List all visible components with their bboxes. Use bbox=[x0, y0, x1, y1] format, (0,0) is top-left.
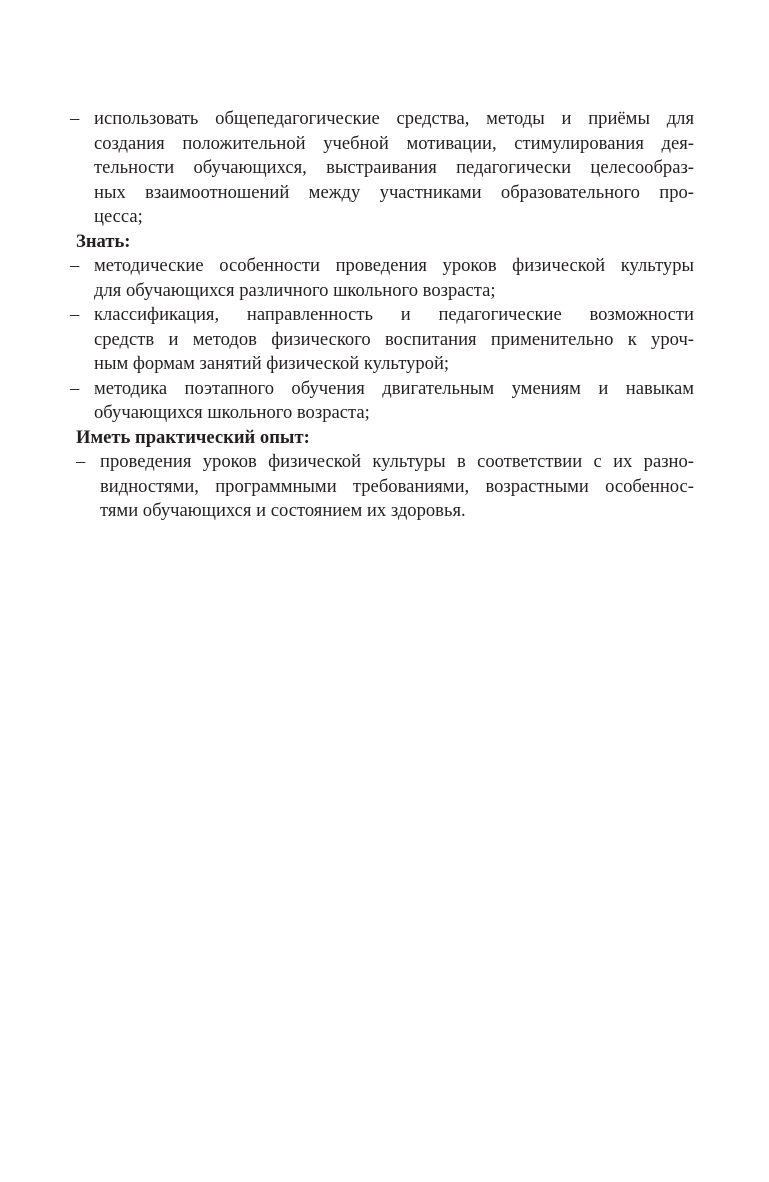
text-line: ным формам занятий физической культурой; bbox=[94, 353, 450, 374]
list-item bbox=[70, 377, 694, 426]
text-line: создания положительной учебной мотивации, стимулирования дея- bbox=[94, 132, 694, 154]
text-line: методические особенности проведения уроков физической культуры bbox=[94, 255, 694, 276]
text-line: видностями, программными требованиями, возрастными особеннос- bbox=[100, 475, 694, 497]
list-item bbox=[70, 254, 694, 303]
text-line: тями обучающихся и состоянием их здоровья. bbox=[100, 500, 466, 521]
text-line: обучающихся школьного возраста; bbox=[94, 402, 370, 423]
list-item bbox=[70, 303, 694, 377]
document-page bbox=[70, 107, 694, 524]
text-line: цесса; bbox=[94, 206, 143, 227]
list-item bbox=[70, 450, 694, 524]
text-line: методика поэтапного обучения двигательным умениям и навыкам bbox=[94, 377, 694, 399]
text-line: для обучающихся различного школьного возраста; bbox=[94, 279, 496, 301]
text-line: использовать общепедагогические средства, методы и приёмы для bbox=[94, 108, 694, 129]
text-line: ных взаимоотношений между участниками образовательного про- bbox=[94, 181, 694, 203]
dash-bullet: – bbox=[76, 451, 86, 472]
text-line: классификация, направленность и педагогические возможности bbox=[94, 304, 694, 325]
section-heading-know: Знать: bbox=[76, 230, 131, 252]
list-item-use-methods bbox=[70, 107, 694, 230]
text-line: проведения уроков физической культуры в соответствии с их разно- bbox=[100, 451, 694, 472]
text-line: средств и методов физического воспитания применительно к уроч- bbox=[94, 328, 694, 350]
dash-bullet: – bbox=[70, 377, 80, 399]
text-line: тельности обучающихся, выстраивания педагогически целесообраз- bbox=[94, 157, 694, 178]
dash-bullet: – bbox=[70, 304, 80, 325]
section-heading-experience: Иметь практический опыт: bbox=[76, 426, 310, 448]
dash-bullet: – bbox=[70, 255, 80, 276]
dash-bullet: – bbox=[70, 108, 80, 129]
